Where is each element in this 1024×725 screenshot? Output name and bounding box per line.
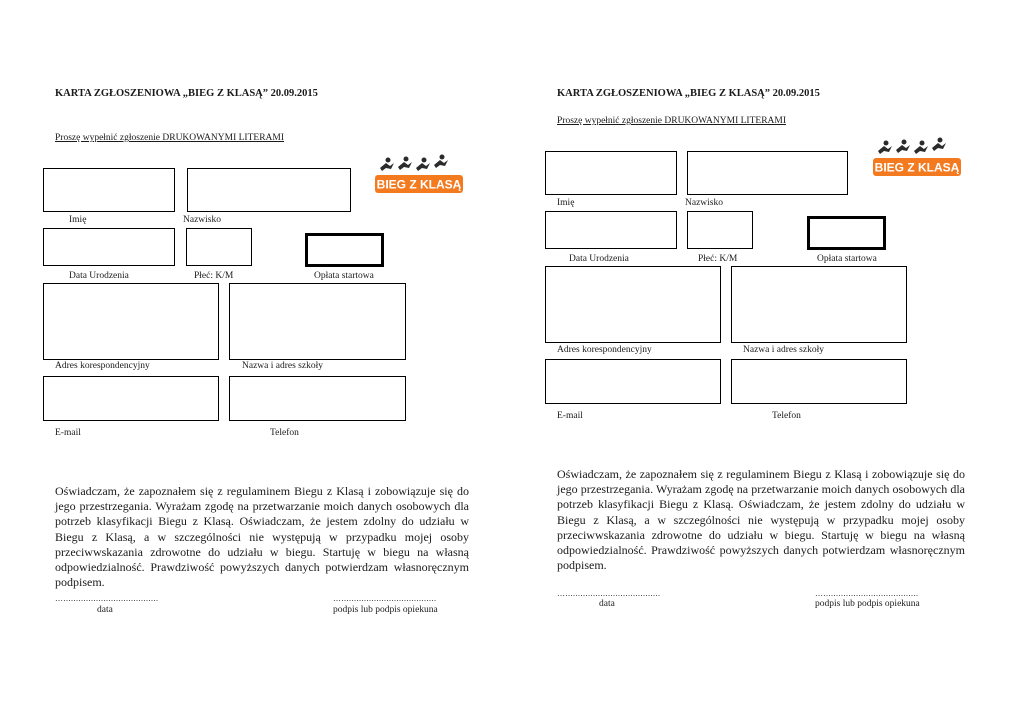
form-title: KARTA ZGŁOSZENIOWA „BIEG Z KLASĄ” 20.09.2015 [557,88,820,99]
phone-field[interactable] [229,376,406,421]
school-label: Nazwa i adres szkoły [743,345,824,355]
signature-label: podpis lub podpis opiekuna [333,605,438,615]
fee-label: Opłata startowa [314,271,374,281]
school-field[interactable] [229,283,406,360]
birth-date-label: Data Urodzenia [569,254,629,264]
first-name-label: Imię [69,215,87,225]
birth-date-field[interactable] [43,228,175,266]
fee-field[interactable] [305,233,384,267]
first-name-field[interactable] [545,151,677,195]
logo-text: BIEG Z KLASĄ [874,160,960,175]
phone-field[interactable] [731,359,907,404]
email-field[interactable] [545,359,721,404]
email-label: E-mail [557,411,583,421]
signature-label: podpis lub podpis opiekuna [815,599,920,609]
signature-dots: …...................................... [333,594,437,603]
gender-field[interactable] [687,211,753,249]
fee-field[interactable] [807,216,886,250]
gender-label: Płeć: K/M [698,254,738,264]
last-name-field[interactable] [687,151,848,195]
signature-dots: …...................................... [815,589,919,598]
gender-field[interactable] [186,228,252,266]
bieg-z-klasa-logo [870,137,965,179]
form-title: KARTA ZGŁOSZENIOWA „BIEG Z KLASĄ” 20.09.2015 [55,88,318,99]
address-field[interactable] [43,283,219,360]
fee-label: Opłata startowa [817,254,877,264]
date-label: data [599,599,615,609]
email-label: E-mail [55,428,81,438]
declaration-text: Oświadczam, że zapoznałem się z regulaminem Biegu z Klasą i zobowiązuje się do jego przestrzegania. Wyrażam zgodę na przetwarzanie moich danych osobowych dla potrzeb klasyfikacji Biegu z Klasą. Oświadczam, że jestem zdolny do udziału w Biegu z Klasą, a w szczególności nie występują w przypadku mojej osoby przeciwwskazania zdrowotne do udziału w biegu. Startuję w biegu na własną odpowiedzialność. Prawdziwość powyższych danych potwierdzam własnoręcznym podpisem. [55,484,469,590]
first-name-field[interactable] [43,168,175,212]
date-dots: …...................................... [557,589,661,598]
last-name-field[interactable] [187,168,351,212]
address-label: Adres korespondencyjny [557,345,652,355]
phone-label: Telefon [270,428,299,438]
birth-date-label: Data Urodzenia [69,271,129,281]
bieg-z-klasa-logo [372,154,467,196]
school-field[interactable] [731,266,907,343]
address-field[interactable] [545,266,721,343]
logo-text: BIEG Z KLASĄ [376,177,462,192]
birth-date-field[interactable] [545,211,677,249]
address-label: Adres korespondencyjny [55,361,150,371]
first-name-label: Imię [557,198,575,208]
gender-label: Płeć: K/M [194,271,234,281]
email-field[interactable] [43,376,219,421]
form-instruction: Proszę wypełnić zgłoszenie DRUKOWANYMI LITERAMI [557,116,787,126]
date-label: data [97,605,113,615]
phone-label: Telefon [772,411,801,421]
last-name-label: Nazwisko [685,198,723,208]
declaration-text: Oświadczam, że zapoznałem się z regulaminem Biegu z Klasą i zobowiązuje się do jego przestrzegania. Wyrażam zgodę na przetwarzanie moich danych osobowych dla potrzeb klasyfikacji Biegu z Klasą. Oświadczam, że jestem zdolny do udziału w Biegu z Klasą, a w szczególności nie występują w przypadku mojej osoby przeciwwskazania zdrowotne do udziału w biegu. Startuję w biegu na własną odpowiedzialność. Prawdziwość powyższych danych potwierdzam własnoręcznym podpisem. [557,467,965,573]
runners-icon [878,138,946,155]
runners-icon [380,155,448,172]
date-dots: …...................................... [55,594,159,603]
form-instruction: Proszę wypełnić zgłoszenie DRUKOWANYMI LITERAMI [55,133,285,143]
registration-form-right [502,0,1014,725]
school-label: Nazwa i adres szkoły [242,361,323,371]
last-name-label: Nazwisko [183,215,221,225]
